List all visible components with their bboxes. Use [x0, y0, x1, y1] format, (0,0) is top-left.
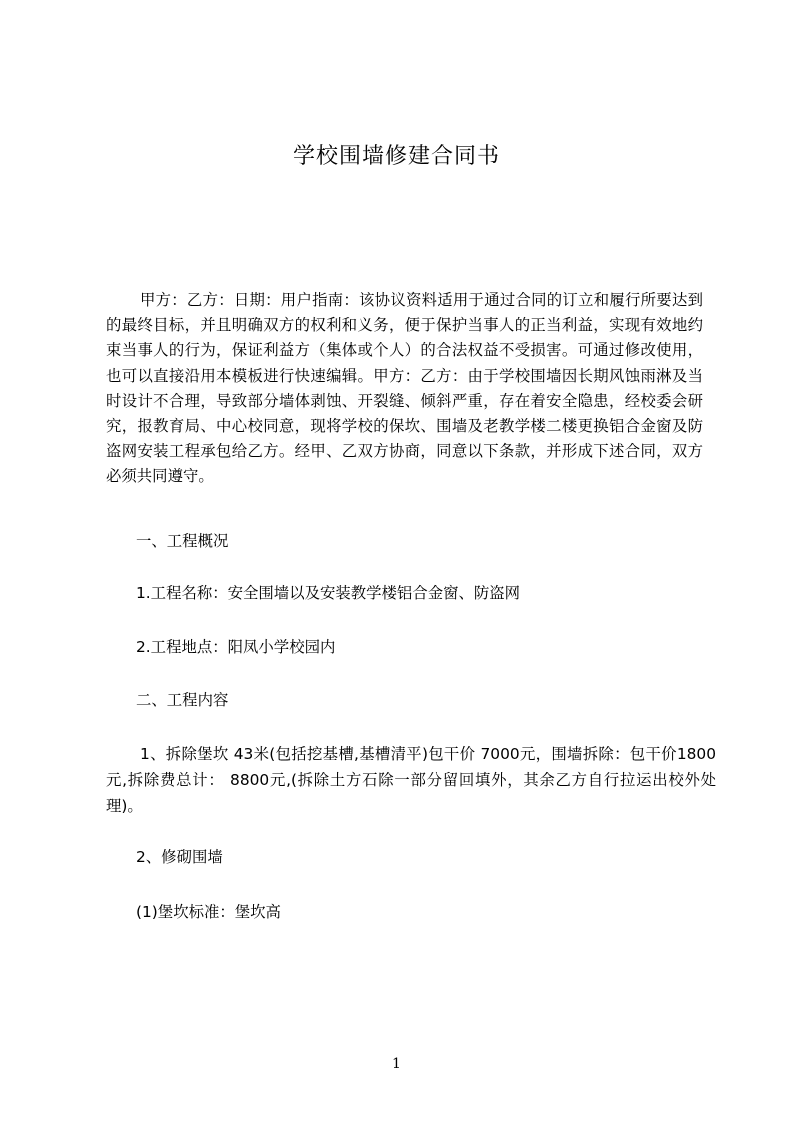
retaining-wall-standard-item: (1)堡坎标准：堡坎高	[136, 903, 281, 921]
section-heading-overview: 一、工程概况	[136, 532, 229, 550]
project-name-item: 1.工程名称：安全围墙以及安装教学楼铝合金窗、防盗网	[136, 584, 521, 602]
document-title: 学校围墙修建合同书	[292, 144, 500, 169]
intro-paragraph: 甲方：乙方：日期：用户指南：该协议资料适用于通过合同的订立和履行所要达到的最终目标，并且明确双方的权利和义务，便于保护当事人的正当利益，实现有效地约束当事人的行为，保证利益方（集体或个人）的合法权益不受损害。可通过修改使用，也可以直接沿用本模板进行快速编辑。甲方：乙方：由于学校围墙因长期风蚀雨淋及当时设计不合理，导致部分墙体剥蚀、开裂缝、倾斜严重，存在着安全隐患，经校委会研究，报教育局、中心校同意，现将学校的保坎、围墙及老教学楼二楼更换铝合金窗及防盗网安装工程承包给乙方。经甲、乙双方协商，同意以下条款，并形成下述合同，双方必须共同遵守。	[106, 291, 703, 486]
wall-build-item: 2、修砌围墙	[136, 848, 223, 866]
project-location-item: 2.工程地点：阳凤小学校园内	[136, 638, 336, 656]
page-number: 1	[392, 1056, 401, 1072]
demolition-paragraph: 1、拆除堡坎 43米(包括挖基槽,基槽清平)包干价 7000元，围墙拆除：包干价1800元,拆除费总计： 8800元,(拆除土方石除一部分留回填外，其余乙方自行拉运出校外处理)。	[106, 745, 716, 815]
section-heading-content: 二、工程内容	[136, 691, 229, 709]
